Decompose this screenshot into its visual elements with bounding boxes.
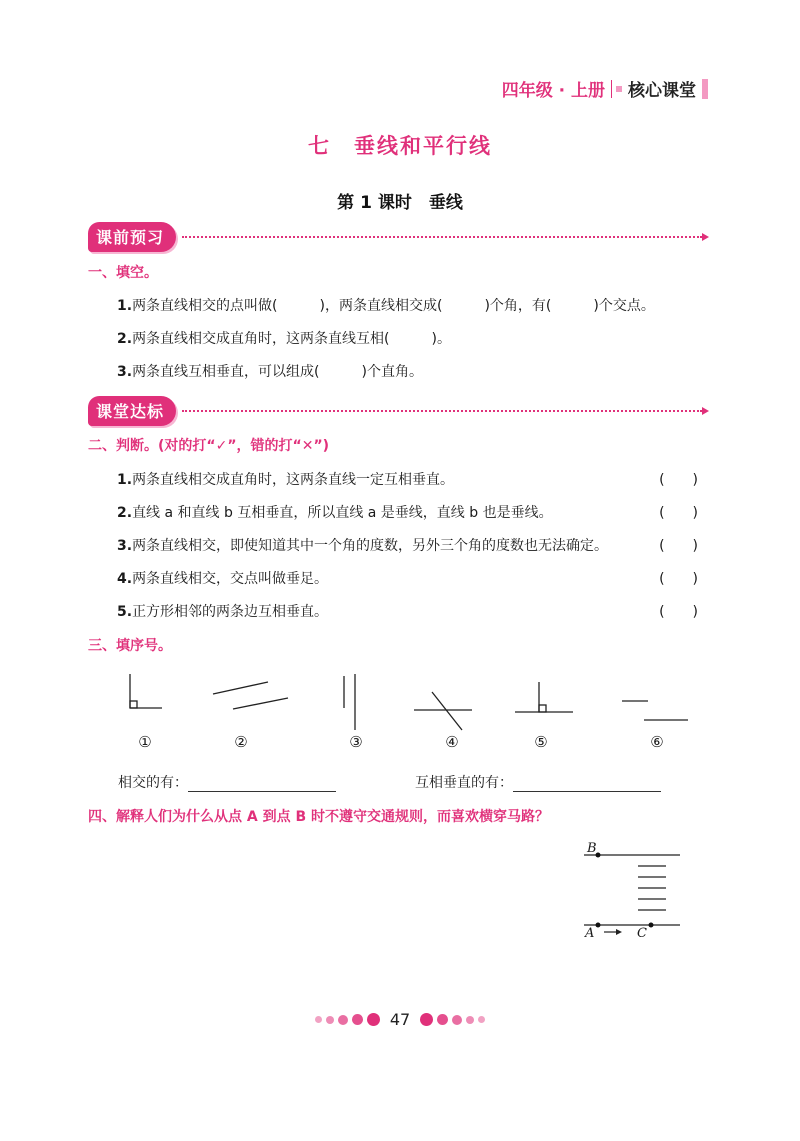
figure-2 <box>213 682 288 709</box>
item-text: 两条直线互相垂直，可以组成( )个直角。 <box>132 364 423 380</box>
dot-icon <box>437 1014 448 1025</box>
dot-icon <box>452 1015 462 1025</box>
item-text: 两条直线相交的点叫做( )，两条直线相交成( )个角，有( )个交点。 <box>132 298 655 314</box>
figure-label-1: ① <box>138 733 152 751</box>
dot-icon <box>338 1015 348 1025</box>
page-header <box>502 76 708 101</box>
point-c-label: C <box>637 926 647 941</box>
item-text: 直线 a 和直线 b 互相垂直，所以直线 a 是垂线，直线 b 也是垂线。 <box>132 505 553 521</box>
answer-paren[interactable]: ( ) <box>659 604 698 620</box>
chapter-title: 七 垂线和平行线 <box>308 134 492 158</box>
intersect-label: 相交的有： <box>118 775 188 791</box>
perpendicular-blank[interactable] <box>513 777 661 792</box>
answer-paren[interactable]: ( ) <box>659 538 698 554</box>
section-badge-preview: 课前预习 <box>88 222 176 252</box>
dot-icon <box>326 1016 334 1024</box>
item-number: 4. <box>117 571 133 587</box>
brand-label: 核心课堂 <box>628 81 696 101</box>
figure-label-3: ③ <box>349 733 363 751</box>
figure-5 <box>515 682 573 712</box>
item-text: 两条直线相交成直角时，这两条直线互相( )。 <box>132 331 451 347</box>
header-bar-icon <box>702 79 708 99</box>
section-badge-class: 课堂达标 <box>88 396 176 426</box>
intersect-blank[interactable] <box>188 777 336 792</box>
perpendicular-label: 互相垂直的有： <box>415 775 513 791</box>
dot-icon <box>367 1013 380 1026</box>
dot-icon <box>420 1013 433 1026</box>
page-footer <box>0 1010 800 1029</box>
q2-item-2 <box>117 502 553 522</box>
point-a-label: A <box>585 926 595 941</box>
q2-item-5 <box>117 601 328 621</box>
dotted-divider <box>182 236 702 238</box>
dot-icon <box>352 1014 363 1025</box>
item-number: 3. <box>117 364 133 380</box>
item-text: 两条直线相交，即使知道其中一个角的度数，另外三个角的度数也无法确定。 <box>132 538 609 554</box>
dotted-divider <box>182 410 702 412</box>
figure-label-6: ⑥ <box>650 733 664 751</box>
q2-item-3 <box>117 535 608 555</box>
question-2-title: 二、判断。(对的打“✓”，错的打“✕”) <box>88 438 330 454</box>
arrow-icon <box>702 233 709 241</box>
answer-paren[interactable]: ( ) <box>659 571 698 587</box>
figure-1 <box>130 674 162 708</box>
q1-item-1 <box>117 295 655 315</box>
figure-4 <box>414 692 472 730</box>
q1-item-2 <box>117 328 451 348</box>
item-number: 1. <box>117 298 133 314</box>
question-3-title: 三、填序号。 <box>88 638 172 654</box>
figure-6 <box>622 701 688 720</box>
item-number: 2. <box>117 331 133 347</box>
dot-icon <box>315 1016 322 1023</box>
dot-icon <box>466 1016 474 1024</box>
header-square-icon <box>616 86 622 92</box>
item-number: 3. <box>117 538 133 554</box>
dot-icon <box>478 1016 485 1023</box>
header-divider <box>611 80 612 98</box>
item-number: 2. <box>117 505 133 521</box>
lesson-title: 第 1 课时 垂线 <box>337 193 463 213</box>
figure-label-4: ④ <box>445 733 459 751</box>
perpendicular-answer <box>415 772 661 792</box>
question-4-title: 四、解释人们为什么从点 A 到点 B 时不遵守交通规则，而喜欢横穿马路？ <box>88 809 550 825</box>
point-b-label: B <box>587 841 597 856</box>
item-text: 两条直线相交成直角时，这两条直线一定互相垂直。 <box>132 472 455 488</box>
line-figures <box>100 668 700 738</box>
figure-label-2: ② <box>234 733 248 751</box>
answer-paren[interactable]: ( ) <box>659 505 698 521</box>
item-number: 1. <box>117 472 133 488</box>
figure-label-5: ⑤ <box>534 733 548 751</box>
page-number: 47 <box>389 1010 411 1029</box>
arrow-icon <box>702 407 709 415</box>
grade-label: 四年级 · 上册 <box>501 81 605 101</box>
intersect-answer <box>118 772 336 792</box>
item-number: 5. <box>117 604 133 620</box>
answer-paren[interactable]: ( ) <box>659 472 698 488</box>
question-1-title: 一、填空。 <box>88 265 158 281</box>
figure-3 <box>344 674 355 730</box>
section-banner-class <box>88 396 709 426</box>
item-text: 正方形相邻的两条边互相垂直。 <box>132 604 329 620</box>
section-banner-preview <box>88 222 709 252</box>
q1-item-3 <box>117 361 423 381</box>
item-text: 两条直线相交，交点叫做垂足。 <box>132 571 329 587</box>
q2-item-4 <box>117 568 328 588</box>
q2-item-1 <box>117 469 454 489</box>
